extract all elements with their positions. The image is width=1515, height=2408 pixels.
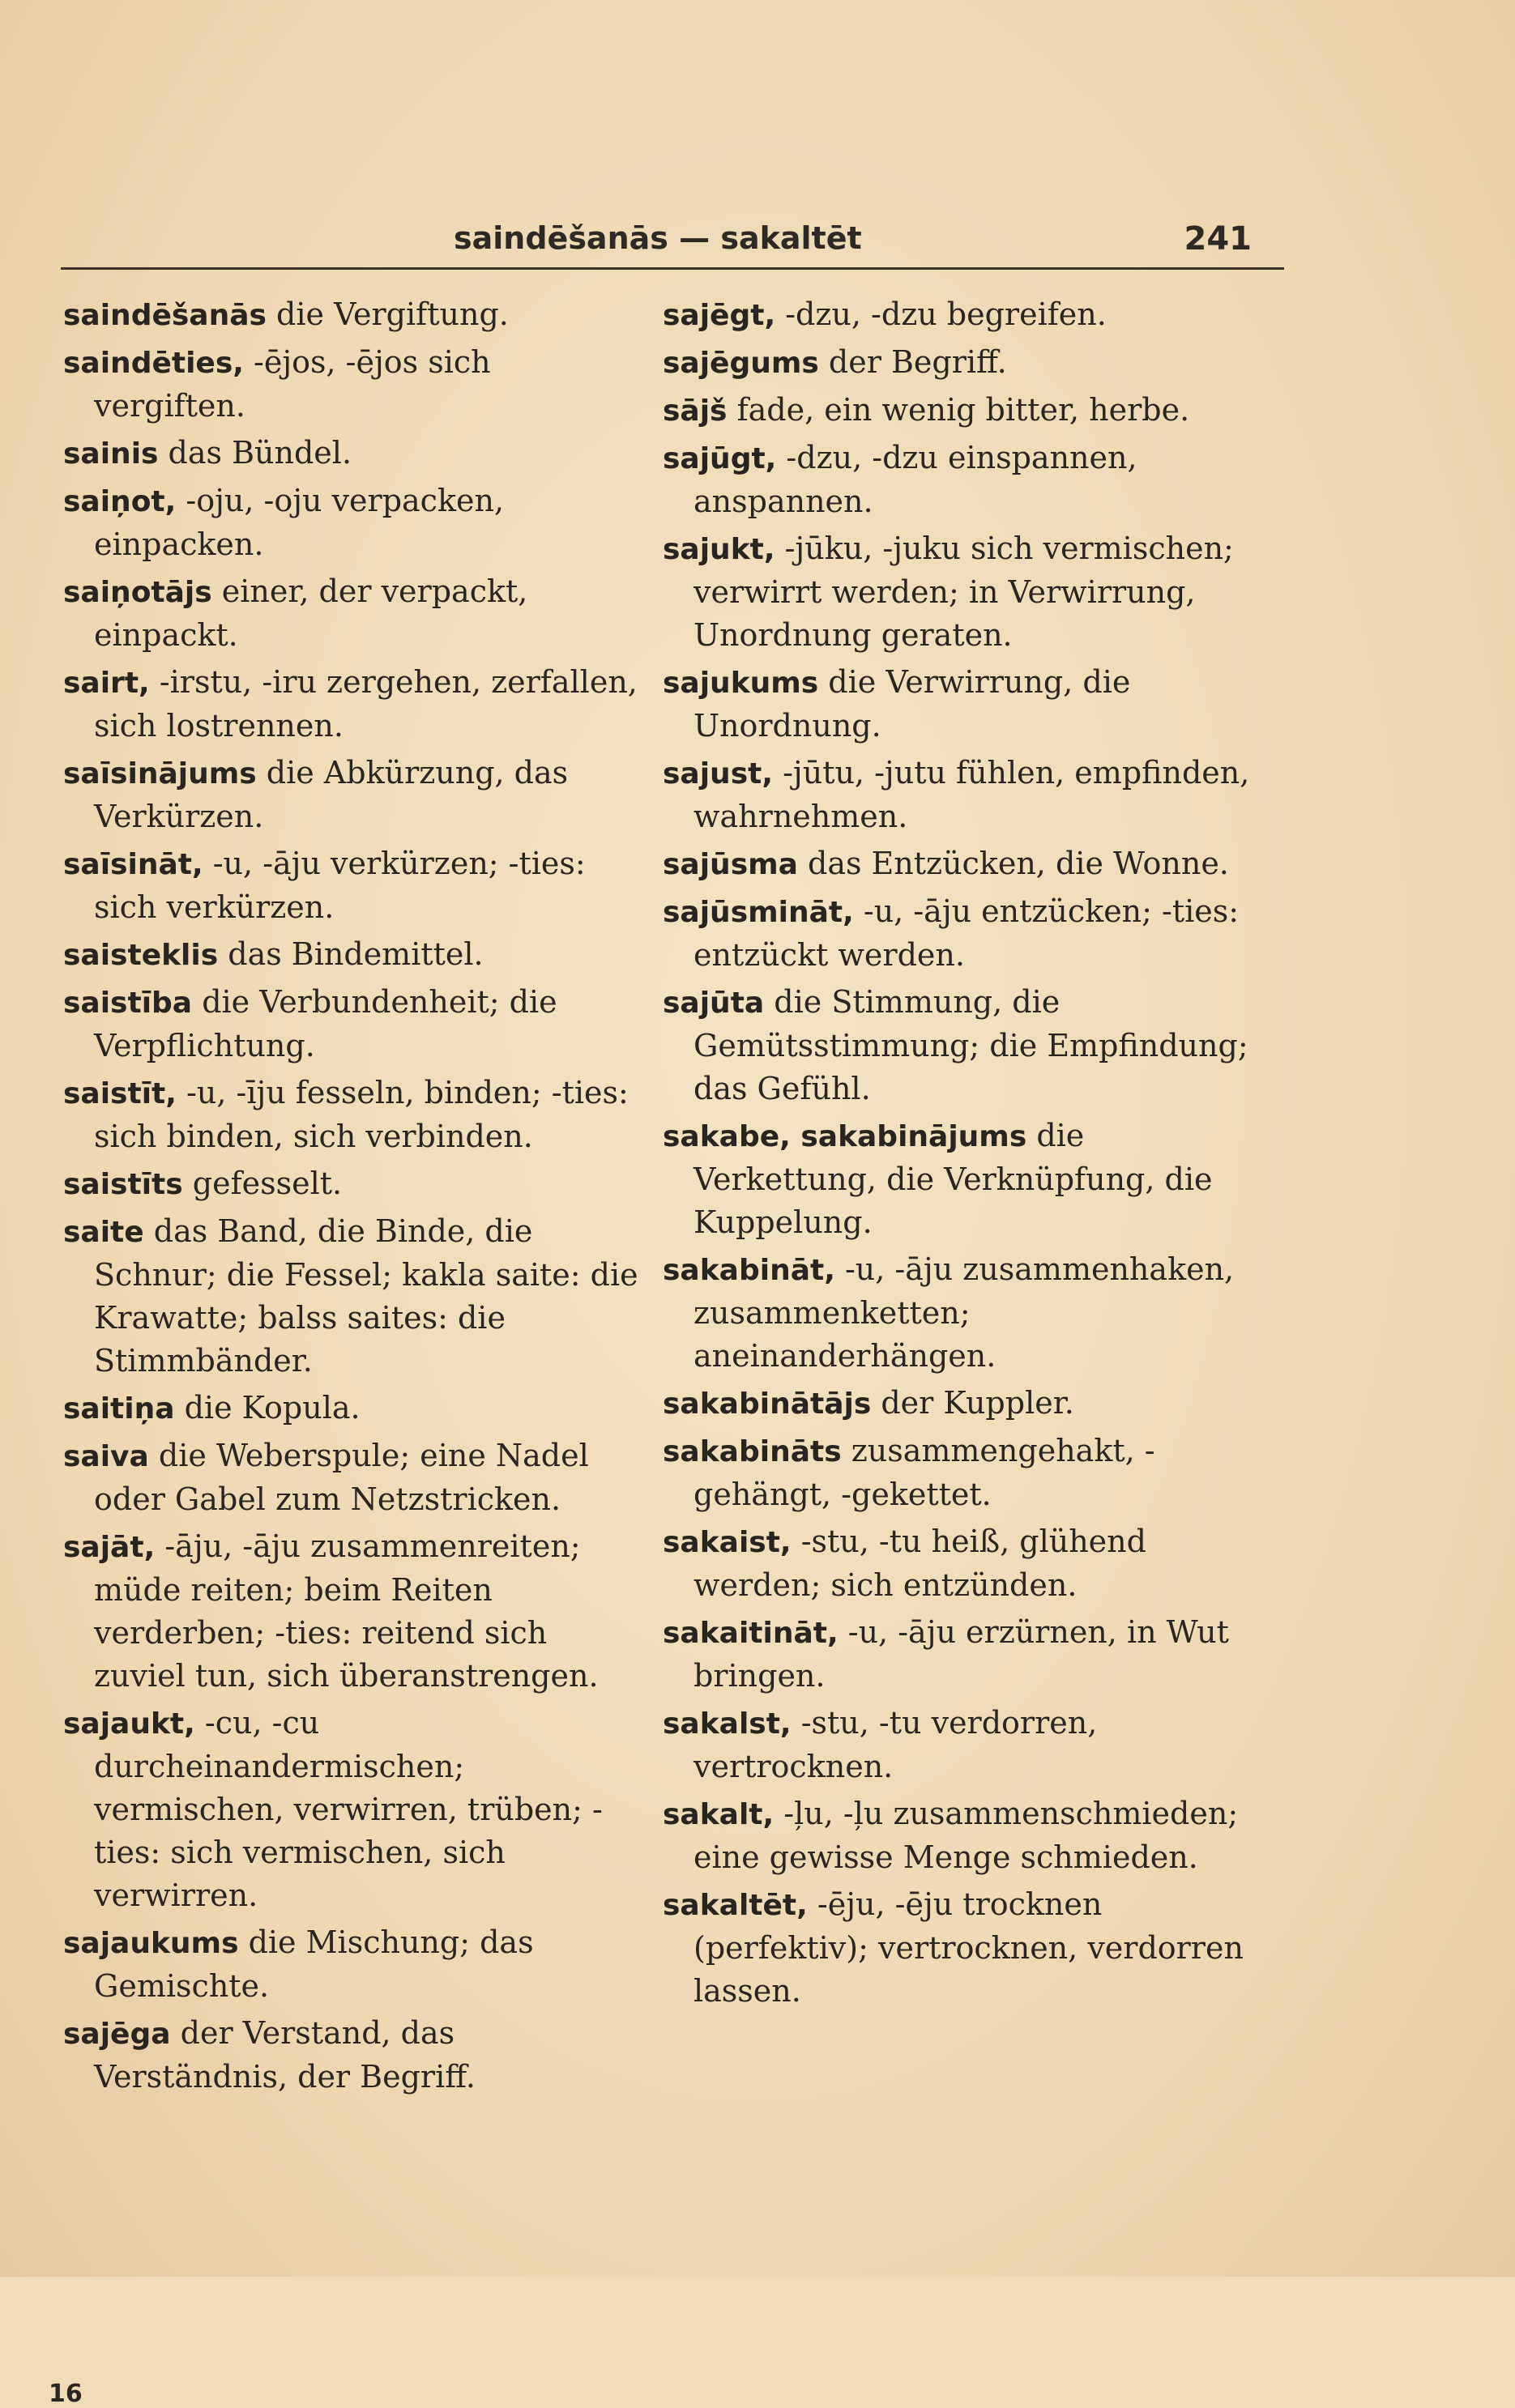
entry-headword: sajūsmināt, xyxy=(663,896,854,929)
entry-headword: sajaukt, xyxy=(63,1707,195,1741)
dictionary-entry xyxy=(663,341,1276,385)
dictionary-entry xyxy=(63,1525,640,1698)
entry-headword: sājš xyxy=(663,394,728,428)
entry-definition: -u, -īju fesseln, binden; -ties: sich binden, sich verbinden. xyxy=(94,1075,629,1154)
entry-headword: saiņotājs xyxy=(63,576,212,609)
entry-headword: saistīt, xyxy=(63,1077,177,1110)
entry-definition: -ļu, -ļu zusammenschmieden; eine gewisse Menge schmieden. xyxy=(693,1796,1239,1875)
entry-definition: die Mischung; das Gemischte. xyxy=(94,1924,534,2004)
entry-headword: sajukt, xyxy=(663,533,775,566)
dictionary-entry xyxy=(63,842,640,929)
dictionary-entry xyxy=(63,1210,640,1383)
entry-headword: sakaist, xyxy=(663,1526,792,1559)
entry-definition: -cu, -cu durcheinandermischen; vermischen, verwirren, trüben; -ties: sich vermischen, sich verwirren. xyxy=(94,1705,603,1913)
dictionary-entry xyxy=(663,1114,1276,1244)
entry-definition: -irstu, -iru zergehen, zerfallen, sich lostrennen. xyxy=(94,664,638,744)
entry-headword: saiņot, xyxy=(63,485,177,518)
dictionary-entry xyxy=(63,981,640,1068)
dictionary-entry xyxy=(63,1702,640,1917)
entry-definition: -jūtu, -jutu fühlen, empfinden, wahrnehmen. xyxy=(693,755,1250,834)
entry-headword: sakabinātājs xyxy=(663,1387,872,1421)
entry-headword: sajūsma xyxy=(663,848,798,881)
entry-headword: sairt, xyxy=(63,667,150,700)
dictionary-entry xyxy=(663,661,1276,748)
entry-headword: saindēšanās xyxy=(63,299,267,332)
dictionary-entry xyxy=(663,1702,1276,1788)
entry-definition: das Bündel. xyxy=(158,435,352,471)
right-column xyxy=(663,293,1276,2017)
entry-definition: -ēju, -ēju trocknen (perfektiv); vertrocknen, verdorren lassen. xyxy=(693,1886,1244,2009)
entry-definition: die Abkürzung, das Verkürzen. xyxy=(94,755,569,834)
entry-definition: -dzu, -dzu begreifen. xyxy=(775,296,1107,332)
dictionary-entry xyxy=(663,293,1276,337)
entry-headword: saindēties, xyxy=(63,347,244,380)
entry-headword: sakalst, xyxy=(663,1707,792,1741)
dictionary-entry xyxy=(663,1792,1276,1879)
signature-mark: 16 xyxy=(49,2380,83,2408)
entry-headword: sakaltēt, xyxy=(663,1889,808,1922)
left-column xyxy=(63,293,640,2103)
entry-headword: sajūta xyxy=(663,987,765,1020)
dictionary-entry xyxy=(663,752,1276,838)
entry-headword: saīsināt, xyxy=(63,848,203,881)
entry-definition: -u, -āju erzürnen, in Wut bringen. xyxy=(693,1614,1229,1694)
dictionary-entry xyxy=(63,1434,640,1521)
entry-headword: saite xyxy=(63,1216,144,1249)
entry-definition: einer, der verpackt, einpackt. xyxy=(94,573,528,653)
dictionary-entry xyxy=(663,1611,1276,1698)
dictionary-entry xyxy=(63,479,640,566)
entry-definition: das Bindemittel. xyxy=(218,936,484,972)
entry-headword: saitiņa xyxy=(63,1392,175,1426)
entry-definition: -u, -āju zusammenhaken, zusammenketten; aneinanderhängen. xyxy=(693,1251,1235,1374)
entry-definition: die Verkettung, die Verknüpfung, die Kuppelung. xyxy=(693,1118,1213,1240)
entry-definition: -ējos, -ējos sich vergiften. xyxy=(94,344,491,424)
dictionary-entry xyxy=(663,1520,1276,1607)
running-head: saindēšanās — sakaltēt xyxy=(454,220,862,256)
entry-definition: die Kopula. xyxy=(174,1390,361,1426)
entry-definition: der Verstand, das Verständnis, der Begriff. xyxy=(94,2015,476,2095)
entry-headword: sakabināts xyxy=(663,1435,842,1468)
entry-headword: saiva xyxy=(63,1440,149,1473)
dictionary-entry xyxy=(63,752,640,838)
entry-definition: -u, -āju entzücken; -ties: entzückt werden. xyxy=(693,893,1240,973)
entry-definition: -dzu, -dzu einspannen, anspannen. xyxy=(693,440,1137,519)
entry-headword: sajāt, xyxy=(63,1531,156,1564)
page-header xyxy=(61,217,1284,270)
entry-headword: sainis xyxy=(63,437,159,471)
entry-headword: sajaukums xyxy=(63,1927,239,1960)
dictionary-entry xyxy=(63,341,640,428)
dictionary-entry xyxy=(663,1382,1276,1426)
entry-definition: -oju, -oju verpacken, einpacken. xyxy=(94,483,505,562)
dictionary-entry xyxy=(63,933,640,977)
dictionary-entry xyxy=(63,661,640,748)
dictionary-entry xyxy=(663,981,1276,1110)
dictionary-entry xyxy=(663,1430,1276,1516)
dictionary-entry xyxy=(63,570,640,657)
entry-headword: saīsinājums xyxy=(63,757,257,791)
entry-headword: sakaitināt, xyxy=(663,1617,839,1650)
entry-definition: die Weberspule; eine Nadel oder Gabel zum Netzstricken. xyxy=(94,1438,589,1517)
entry-definition: fade, ein wenig bitter, herbe. xyxy=(727,392,1190,428)
entry-definition: die Verwirrung, die Unordnung. xyxy=(693,664,1131,744)
entry-definition: das Entzücken, die Wonne. xyxy=(797,846,1229,881)
entry-headword: sajēgums xyxy=(663,347,819,380)
entry-definition: -āju, -āju zusammenreiten; müde reiten; beim Reiten verderben; -ties: reitend sich zuviel tun, sich überanstrengen. xyxy=(94,1528,599,1694)
entry-headword: sajust, xyxy=(663,757,774,791)
dictionary-entry xyxy=(63,2012,640,2099)
entry-headword: sakabe, sakabinājums xyxy=(663,1120,1027,1153)
dictionary-entry xyxy=(63,1921,640,2008)
entry-headword: sajukums xyxy=(663,667,819,700)
entry-definition: zusammengehakt, -gehängt, -gekettet. xyxy=(693,1433,1155,1512)
dictionary-entry xyxy=(663,890,1276,977)
entry-headword: sajēga xyxy=(63,2018,171,2051)
entry-headword: sakalt, xyxy=(663,1798,775,1831)
dictionary-entry xyxy=(663,527,1276,657)
dictionary-entry xyxy=(663,389,1276,433)
entry-definition: gefesselt. xyxy=(182,1166,343,1201)
dictionary-entry xyxy=(63,1072,640,1158)
dictionary-entry xyxy=(663,437,1276,523)
entry-definition: die Vergiftung. xyxy=(266,296,509,332)
entry-definition: der Begriff. xyxy=(818,344,1007,380)
dictionary-entry xyxy=(663,1883,1276,2013)
dictionary-entry xyxy=(663,842,1276,886)
entry-definition: die Verbundenheit; die Verpflichtung. xyxy=(94,984,557,1063)
entry-headword: sajūgt, xyxy=(663,442,777,475)
entry-definition: das Band, die Binde, die Schnur; die Fessel; kakla saite: die Krawatte; balss saites: die Stimmbänder. xyxy=(94,1213,638,1379)
entry-headword: saistīts xyxy=(63,1168,183,1201)
entry-definition: der Kuppler. xyxy=(871,1385,1074,1421)
page-number: 241 xyxy=(1184,220,1252,258)
entry-definition: die Stimmung, die Gemütsstimmung; die Empfindung; das Gefühl. xyxy=(693,984,1248,1106)
dictionary-entry xyxy=(63,1162,640,1206)
dictionary-entry xyxy=(63,293,640,337)
dictionary-entry xyxy=(663,1248,1276,1378)
entry-headword: sakabināt, xyxy=(663,1254,835,1287)
entry-definition: -stu, -tu heiß, glühend werden; sich entzünden. xyxy=(693,1524,1146,1603)
entry-headword: saisteklis xyxy=(63,939,219,972)
entry-definition: -u, -āju verkürzen; -ties: sich verkürzen. xyxy=(94,846,586,925)
entry-definition: -stu, -tu verdorren, vertrocknen. xyxy=(693,1705,1098,1784)
entry-headword: saistība xyxy=(63,987,193,1020)
entry-headword: sajēgt, xyxy=(663,299,776,332)
dictionary-entry xyxy=(63,1387,640,1430)
dictionary-entry xyxy=(63,432,640,475)
entry-definition: -jūku, -juku sich vermischen; verwirrt werden; in Verwirrung, Unordnung geraten. xyxy=(693,531,1234,653)
